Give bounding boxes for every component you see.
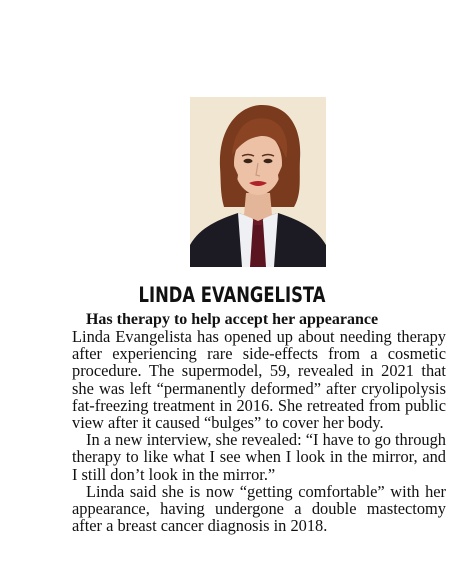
portrait-photo [190,97,326,267]
article-paragraph: Linda said she is now “getting comfortable” with her appearance, having undergone a double mastectomy after a breast cancer diagnosis in 2018. [72,481,446,536]
article-body [72,328,446,534]
article-paragraph: Linda Evangelista has opened up about needing therapy after experiencing rare side-effects from a cosmetic procedure. The supermodel, 59, revealed in 2021 that she was left “permanently deformed” after cryolipolysis fat-freezing treatment in 2016. She retreated from public view after it caused “bulges” to cover her body. [72,327,446,433]
article-headline: LINDA EVANGELISTA [138,283,326,307]
article-subheadline: Has therapy to help accept her appearance [85,311,379,328]
article-paragraph: In a new interview, she revealed: “I have to go through therapy to like what I see when I look in the mirror, and I still don’t look in the mirror.” [72,430,446,484]
portrait-illustration [190,97,326,267]
